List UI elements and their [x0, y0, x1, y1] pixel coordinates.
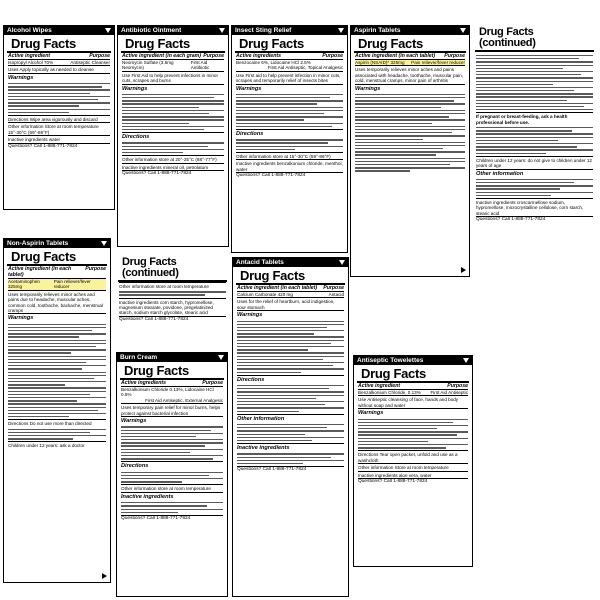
- uses-section: Uses for the relief of heartburn, acid indigestion, sour stomach: [237, 297, 344, 310]
- ingredient-heading: [122, 53, 224, 60]
- panel-header-label: Burn Cream: [120, 354, 158, 361]
- other-information-section: Other information Store at room temperature 15°-30°C (59°-86°F): [8, 122, 110, 135]
- questions-line: Questions? Call 1-888-771-7824: [121, 515, 223, 522]
- body-text-lines: [237, 385, 344, 412]
- warnings-heading: Warnings: [237, 312, 263, 319]
- purpose-heading-label: Purpose: [323, 285, 344, 291]
- body-text-lines: [237, 424, 344, 441]
- other-information-section: Other information store at room temperature: [121, 484, 223, 491]
- uses-section: Uses temporarily relieves minor aches and pains associated with headache, toothache, muscular pain, cold, menstrual cramps, minor pain of arthritis: [355, 67, 464, 84]
- questions-line: Questions? Call 1-888-771-7824: [119, 316, 226, 323]
- body-text-lines: [237, 321, 344, 373]
- panel-header-label: Non-Aspirin Tablets: [7, 240, 69, 247]
- children-warning-text: Children under 12 years: do not give to children under 12 years of age: [476, 157, 592, 169]
- inactive-ingredients-section: Inactive ingredients aloe vera, water: [358, 471, 468, 478]
- panel-header[interactable]: [232, 26, 347, 35]
- purpose-value: First Aid Antiseptic, Topical Analgesic: [267, 65, 343, 71]
- warnings-heading: Warnings: [358, 410, 384, 417]
- ingredient-value: Neomycin Sulfate (3.5mg Neomycin): [122, 60, 174, 71]
- ingredient-value: Benzalkonium Chloride 0.13%, Lidocaine HCl 0.5%: [121, 387, 214, 398]
- drug-facts-title: Drug Facts: [7, 35, 111, 53]
- panel-antacid-tablets: [232, 257, 349, 597]
- purpose-value: Antacid: [328, 292, 344, 297]
- body-text-lines: [476, 127, 593, 154]
- ingredient-heading-label: Active ingredient (in each tablet): [237, 285, 318, 291]
- children-warning: Children under 12 years: ask a doctor: [8, 441, 106, 448]
- inactive-ingredients-section: [121, 492, 223, 500]
- panel-antibiotic-ointment: [117, 25, 229, 247]
- warnings-section: [122, 84, 224, 92]
- drug-facts-title: Drug Facts: [354, 35, 466, 53]
- body-text-lines: [8, 324, 106, 418]
- directions-section: [236, 129, 343, 137]
- inactive-ingredients-section: Inactive ingredients corn starch, hypromellose, magnesium stearate, povidone, pregelatinized starch, sodium starch glycolate, stearic acid: [119, 298, 226, 316]
- drug-facts-title: Drug Facts: [7, 248, 107, 266]
- drug-facts-title: Drug Facts: [120, 362, 224, 380]
- purpose-heading-label: Purpose: [203, 53, 224, 59]
- uses-section: Use First aid to help prevent infection in minor cuts, scrapes and temporarily relief of insects bites: [236, 71, 343, 84]
- purpose-value: First Aid Antiseptic, External Analgesic: [145, 397, 223, 403]
- directions-heading: Directions: [237, 376, 265, 383]
- panel-header-label: Insect Sting Relief: [235, 27, 292, 34]
- ingredient-value: Calcium Carbonate 420 mg: [237, 292, 293, 297]
- triangle-right-icon[interactable]: [102, 573, 107, 579]
- ingredient-heading-label: Active ingredient: [358, 383, 401, 389]
- body-text-lines: [8, 83, 110, 113]
- panel-non-aspirin-continued: [115, 255, 230, 345]
- ingredient-row: [121, 387, 223, 398]
- triangle-down-icon[interactable]: [460, 28, 466, 33]
- ingredient-row: [358, 390, 468, 395]
- other-information-section: Other information store at room temperature: [119, 282, 226, 289]
- inactive-ingredients-section: Inactive ingredients benzalkonium chloride, menthol, water: [236, 161, 343, 172]
- panel-header[interactable]: [351, 26, 469, 35]
- purpose-heading-label: Purpose: [444, 53, 465, 59]
- other-information-heading: Other information: [237, 415, 285, 422]
- directions-section: [121, 461, 223, 469]
- triangle-down-icon[interactable]: [338, 28, 344, 33]
- panel-header[interactable]: [4, 239, 110, 248]
- other-information-section: Other information store at 15°-30°C (59°-86°F): [236, 152, 343, 159]
- ingredient-heading: [236, 53, 343, 60]
- purpose-value: Pain reliever/fever reducer: [411, 60, 465, 65]
- body-text-lines: [121, 502, 223, 513]
- panel-header-label: Antibiotic Ointment: [121, 27, 182, 34]
- directions-heading: Directions: [236, 130, 264, 137]
- questions-line: Questions? Call 1-888-771-7824: [476, 216, 593, 223]
- ingredient-heading: [8, 266, 106, 279]
- drug-facts-title: Drug Facts: [236, 267, 345, 285]
- purpose-heading-label: Purpose: [447, 383, 468, 389]
- ingredient-heading-label: Active ingredient (in each tablet): [355, 53, 436, 59]
- triangle-down-icon[interactable]: [219, 28, 225, 33]
- warnings-section: [237, 310, 344, 318]
- other-information-heading: Other information: [476, 170, 524, 177]
- inactive-ingredients-heading: Inactive ingredients: [121, 493, 174, 500]
- panel-insect-sting-relief: [231, 25, 348, 253]
- inactive-ingredients-section: Inactive ingredients mineral oil, petrolatum: [122, 163, 224, 170]
- ingredient-value: Benzocaine 6%, Lidocaine HCl 2.5%: [236, 60, 311, 65]
- inactive-ingredients-section: Inactive ingredients croscarmellose sodium, hypromellose, microcrystalline cellulose, corn starch, stearic acid: [476, 198, 593, 216]
- questions-line: Questions? Call 1-888-771-7824: [8, 143, 110, 150]
- purpose-value: First Aid Antiseptic: [430, 390, 468, 395]
- directions-section: Directions Do not use more than directed: [8, 419, 106, 426]
- purpose-value: First Aid Antibiotic: [190, 60, 210, 71]
- drug-facts-continued-title: Drug Facts (continued): [475, 25, 594, 52]
- ingredient-heading: [8, 53, 110, 60]
- ingredient-heading-label: Active ingredients: [121, 380, 166, 386]
- ingredient-row: [8, 279, 106, 290]
- warnings-heading: Warnings: [121, 418, 147, 425]
- other-information-section: Other information store at 20°-25°C (68°-77°F): [122, 155, 224, 162]
- ingredient-heading-label: Active ingredient (in each tablet): [8, 266, 72, 278]
- ingredient-heading-label: Active ingredient: [8, 53, 51, 59]
- purpose-heading-label: Purpose: [322, 53, 343, 59]
- drug-facts-title: Drug Facts: [357, 365, 469, 383]
- uses-section: Uses temporarily relieves minor aches and pains due to headache, muscular aches, common cold, toothache, backache, menstrual cramps: [8, 290, 106, 314]
- warnings-heading: Warnings: [236, 85, 262, 92]
- panel-non-aspirin-tablets: [3, 238, 111, 583]
- uses-section: Uses temporary pain relief for minor burns, helps protect against bacterial infection: [121, 403, 223, 416]
- purpose-value: Antiseptic Cleanser: [70, 60, 110, 65]
- warnings-heading: Warnings: [8, 74, 34, 81]
- panel-header-label: Aspirin Tablets: [354, 27, 401, 34]
- body-text-lines: [8, 429, 106, 440]
- warnings-heading: Warnings: [355, 85, 381, 92]
- body-text-lines: [121, 426, 223, 459]
- directions-section: Directions Tear open packet, unfold and use as a washcloth: [358, 450, 468, 463]
- triangle-down-icon[interactable]: [339, 260, 345, 265]
- body-text-lines: [236, 139, 343, 150]
- questions-line: Questions? Call 1-888-771-7824: [358, 478, 468, 485]
- body-text-lines: [237, 453, 344, 464]
- questions-line: Questions? Call 1-888-771-7824: [236, 172, 343, 179]
- children-warning: [476, 156, 593, 169]
- directions-section: [122, 132, 224, 140]
- body-text-lines: [355, 94, 465, 172]
- warnings-section: [8, 73, 110, 81]
- panel-header[interactable]: [233, 258, 348, 267]
- purpose-value: Pain reliever/fever reducer: [53, 279, 91, 290]
- directions-section: [237, 375, 344, 383]
- warnings-heading: Warnings: [122, 85, 148, 92]
- inactive-ingredients-section: [237, 443, 344, 451]
- ingredient-heading-label: Active ingredient (in each gram): [122, 53, 201, 59]
- panel-header[interactable]: [117, 353, 227, 362]
- ingredient-heading: [237, 285, 344, 292]
- warnings-section: [358, 408, 468, 416]
- directions-heading: Directions: [121, 463, 149, 470]
- ingredient-value: Benzalkonium Chloride, 0.13%: [358, 390, 421, 395]
- drug-facts-continued-title: Drug Facts (continued): [118, 255, 227, 282]
- questions-line: Questions? Call 1-888-771-7824: [122, 170, 224, 177]
- ingredient-heading-label: Active ingredients: [236, 53, 281, 59]
- questions-line: Questions? Call 1-888-771-7824: [237, 466, 344, 473]
- panel-antiseptic-towelettes: [353, 355, 473, 567]
- triangle-down-icon[interactable]: [101, 241, 107, 246]
- drug-facts-title: Drug Facts: [121, 35, 225, 53]
- body-text-lines: [236, 94, 343, 127]
- other-information-section: [237, 414, 344, 422]
- directions-heading: Directions: [122, 134, 150, 141]
- ingredient-heading: [355, 53, 465, 60]
- panel-aspirin-continued: [472, 25, 597, 335]
- uses-section: Use Antiseptic cleansing of face, hands and body without soap and water: [358, 395, 468, 408]
- warnings-section: [121, 416, 223, 424]
- purpose-heading-label: Purpose: [202, 380, 223, 386]
- triangle-down-icon[interactable]: [218, 355, 224, 360]
- pregnancy-warning: [476, 112, 593, 125]
- warnings-section: [236, 84, 343, 92]
- ingredient-heading: [121, 380, 223, 387]
- inactive-ingredients-heading: Inactive ingredients: [237, 445, 290, 452]
- purpose-heading-label: Purpose: [89, 53, 110, 59]
- body-text-lines: [122, 94, 224, 130]
- panel-header-label: Antiseptic Towelettes: [357, 357, 424, 364]
- triangle-right-icon[interactable]: [461, 267, 466, 273]
- panel-alcohol-wipes: [3, 25, 115, 210]
- body-text-lines: [476, 179, 593, 196]
- warnings-section: [355, 84, 465, 92]
- panel-aspirin-tablets: [350, 25, 470, 277]
- ingredient-value: Isopropyl Alcohol 70%: [8, 60, 54, 65]
- triangle-down-icon[interactable]: [463, 358, 469, 363]
- panel-header[interactable]: [4, 26, 114, 35]
- warnings-heading: Warnings: [8, 315, 34, 322]
- pregnancy-warning-text: If pregnant or breast-feeding, ask a health professional before use.: [476, 114, 568, 125]
- body-text-lines: [122, 142, 224, 153]
- body-text-lines: [476, 55, 593, 110]
- ingredient-row: [237, 292, 344, 297]
- uses-section: Use First Aid to help prevent infections in minor cuts, scrapes and burns: [122, 71, 224, 84]
- panel-header-label: Antacid Tablets: [236, 259, 284, 266]
- warnings-section: [8, 313, 106, 321]
- other-information-section: [476, 169, 593, 177]
- panel-burn-cream: [116, 352, 228, 597]
- ingredient-value: Acetaminophen 325mg: [8, 279, 40, 290]
- purpose-heading-label: Purpose: [85, 266, 106, 272]
- ingredient-row: [122, 60, 224, 71]
- ingredient-heading: [358, 383, 468, 390]
- ingredient-value: Aspirin (NSAID)* 325mg: [355, 60, 405, 65]
- body-text-lines: [119, 291, 226, 295]
- inactive-ingredients-section: Inactive ingredients water: [8, 135, 110, 142]
- directions-section: Directions Wipe area vigorously and discard: [8, 115, 110, 122]
- drug-facts-title: Drug Facts: [235, 35, 344, 53]
- panel-header-label: Alcohol Wipes: [7, 27, 52, 34]
- panel-header[interactable]: [354, 356, 472, 365]
- body-text-lines: [358, 419, 468, 449]
- triangle-down-icon[interactable]: [105, 28, 111, 33]
- panel-header[interactable]: [118, 26, 228, 35]
- body-text-lines: [121, 472, 223, 483]
- uses-section: Uses Apply topically as needed to cleanse: [8, 65, 110, 72]
- other-information-section: Other information Store at room temperature: [358, 463, 468, 470]
